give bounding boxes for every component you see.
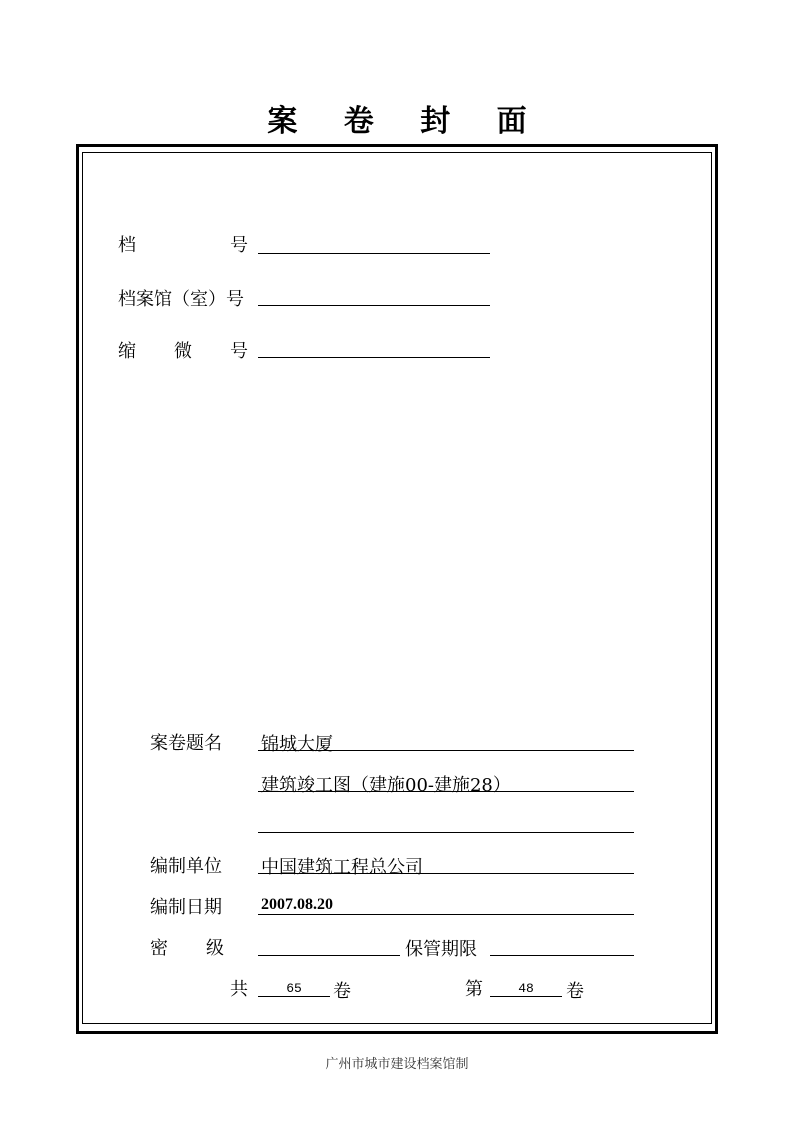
footer-text: 广州市城市建设档案馆制 <box>325 1057 469 1072</box>
archive-no-label-right: 号 <box>230 235 248 256</box>
index-suffix: 卷 <box>566 981 584 1002</box>
secret-label-1: 密 <box>150 938 168 959</box>
record-title-line2: 建筑竣工图（建施00-建施28） <box>261 775 511 796</box>
date-label: 编制日期 <box>150 897 222 918</box>
retention-label: 保管期限 <box>405 939 477 960</box>
record-title-line1: 锦城大厦 <box>261 734 333 755</box>
total-suffix: 卷 <box>333 981 351 1002</box>
record-title-line1-rule[interactable] <box>258 750 634 751</box>
total-prefix: 共 <box>230 979 248 1000</box>
record-title-label: 案卷题名 <box>150 733 222 754</box>
index-rule[interactable] <box>490 996 562 997</box>
title-char-3: 封 <box>420 104 451 139</box>
date-value: 2007.08.20 <box>261 896 333 913</box>
archive-no-label-left: 档 <box>118 235 136 256</box>
unit-rule[interactable] <box>258 873 634 874</box>
title-char-1: 案 <box>267 104 298 139</box>
retention-field[interactable] <box>490 955 634 956</box>
unit-value: 中国建筑工程总公司 <box>261 857 423 878</box>
record-title-line3-rule[interactable] <box>258 832 634 833</box>
index-prefix: 第 <box>465 979 483 1000</box>
title-char-4: 面 <box>496 104 527 139</box>
index-value: 48 <box>518 981 534 996</box>
archive-museum-label: 档案馆（室）号 <box>118 289 244 310</box>
archive-no-field[interactable] <box>258 253 490 254</box>
date-rule[interactable] <box>258 914 634 915</box>
page-title <box>0 96 794 140</box>
micro-label-1: 缩 <box>118 341 136 362</box>
unit-label: 编制单位 <box>150 856 222 877</box>
title-char-2: 卷 <box>343 104 374 139</box>
total-value: 65 <box>286 981 302 996</box>
micro-label-3: 号 <box>230 341 248 362</box>
secret-field[interactable] <box>258 955 400 956</box>
secret-label-2: 级 <box>206 938 224 959</box>
total-rule[interactable] <box>258 996 330 997</box>
micro-field[interactable] <box>258 357 490 358</box>
micro-label-2: 微 <box>174 341 192 362</box>
record-title-line2-rule[interactable] <box>258 791 634 792</box>
archive-museum-field[interactable] <box>258 305 490 306</box>
